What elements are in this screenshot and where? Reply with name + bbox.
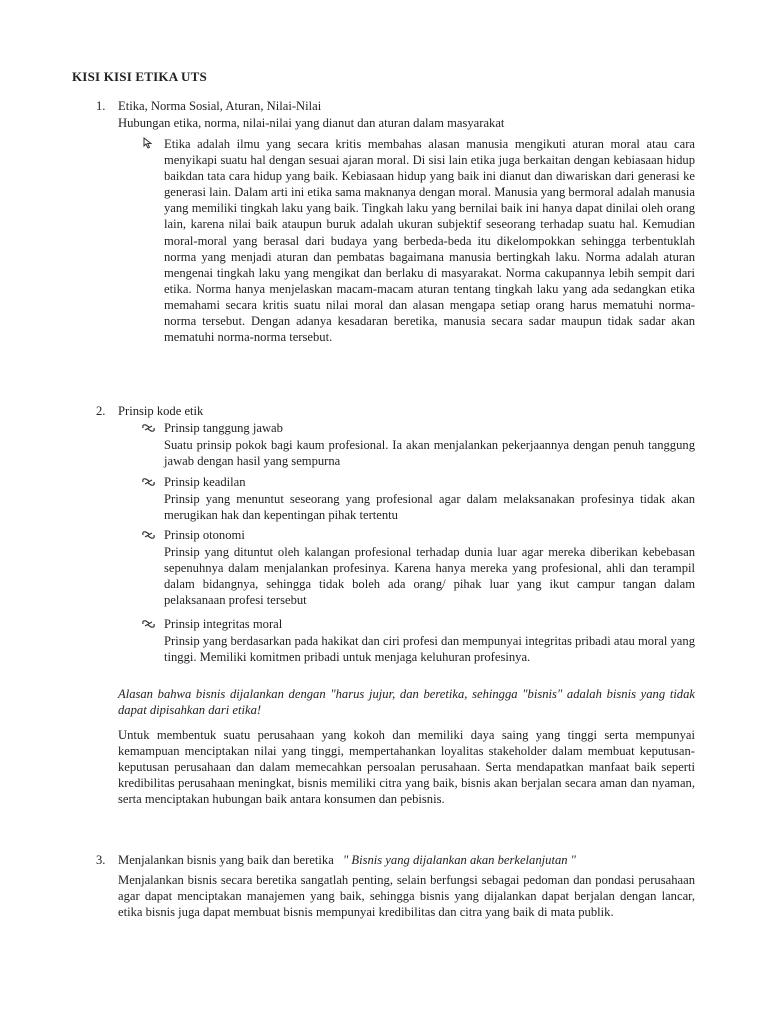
principle-1-label: Prinsip tanggung jawab <box>164 421 283 435</box>
section-3-paragraph: Menjalankan bisnis secara beretika sangatlah penting, selain berfungsi sebagai pedoman dan pondasi perusahaan agar dapat menciptakan manajemen yang baik, sehingga bisnis yang dijalankan dapat berjalan dengan lancar, etika bisnis juga dapat membuat bisnis mempunyai kredibilitas dan citra yang baik di mata publik. <box>118 873 695 920</box>
principle-3-label: Prinsip otonomi <box>164 528 245 542</box>
principle-2-text: Prinsip yang menuntut seseorang yang profesional agar dalam melaksanakan profesinya tidak akan merugikan hak dan kepentingan pihak tertentu <box>164 492 695 523</box>
principle-4-text: Prinsip yang berdasarkan pada hakikat dan ciri profesi dan mempunyai integritas pribadi atau moral yang tinggi. Memiliki komitmen pribadi untuk menjaga keluhuran profesinya. <box>164 634 695 665</box>
section-2-paragraph: Untuk membentuk suatu perusahaan yang kokoh dan memiliki daya saing yang tinggi serta mempunyai kemampuan menciptakan nilai yang tinggi, mempertahankan loyalitas stakeholder dalam membuat keputusan-keputusan perusahaan dan dalam memecahkan persoalan perusahaan. Serta mendapatkan manfaat baik seperti kredibilitas perusahaan meningkat, bisnis memiliki citra yang baik, bisnis akan berjalan secara aman dan nyaman, serta menciptakan hubungan baik antara konsumen dan pebisnis. <box>118 728 695 807</box>
link-bullet-icon <box>141 475 156 491</box>
principle-3-text: Prinsip yang dituntut oleh kalangan profesional terhadap dunia luar agar mereka diberikan kebebasan sepenuhnya dalam menjalankan profesinya. Karena hanya mereka yang profesional, ahli dan terampil dalam bidangnya, sehingga tidak boleh ada orang/ pihak luar yang ikut campur tangan dalam pelaksanaan profesi tersebut <box>164 545 695 608</box>
principle-2-label: Prinsip keadilan <box>164 475 246 489</box>
principle-1-text: Suatu prinsip pokok bagi kaum profesional. Ia akan menjalankan pekerjaannya dengan penuh tanggung jawab dengan hasil yang sempurna <box>164 438 695 469</box>
link-bullet-icon <box>141 617 156 633</box>
principle-4-label: Prinsip integritas moral <box>164 617 283 631</box>
section-3-heading: Menjalankan bisnis yang baik dan beretika <box>118 853 334 867</box>
section-1-subheading: Hubungan etika, norma, nilai-nilai yang dianut dan aturan dalam masyarakat <box>118 116 505 130</box>
section-2-number: 2. <box>96 404 106 418</box>
section-1-paragraph: Etika adalah ilmu yang secara kritis membahas alasan manusia mengikuti aturan moral atau cara menyikapi suatu hal dengan sesuai ajaran moral. Di sisi lain etika juga berkaitan dengan kebiasaan hidup baikdan tata cara hidup yang baik. Kebiasaan hidup yang baik ini dianut dan diwariskan dari generasi ke generasi lain. Dalam arti ini etika sama maknanya dengan moral. Manusia yang bermoral adalah manusia yang memiliki tingkah laku yang baik. Tingkah laku yang bernilai baik ini hanya dapat dinilai oleh orang lain, karena nilai baik ataupun buruk adalah ukuran subjektif seseorang terhadap suatu hal. Kemudian moral-moral yang berasal dari budaya yang berbeda-beda itu dikelompokkan sehingga terbentuklah norma yang menjadi aturan dan pembatas bagaimana manusia bertingkah laku. Norma adalah aturan mengenai tingkah laku yang mengikat dan berlaku di masyarakat. Norma cakupannya lebih sempit dari etika. Norma hanya menjelaskan macam-macam aturan tentang tingkah laku yang ada sedangkan etika memahami secara kritis suatu nilai moral dan alasan mengapa setiap orang harus mematuhi norma-norma tersebut. Dengan adanya kesadaran beretika, manusia secara sadar maupun tidak sadar akan mematuhi norma-norma tersebut. <box>164 137 695 345</box>
document-title: KISI KISI ETIKA UTS <box>72 69 207 84</box>
arrow-pointer-icon <box>143 137 155 153</box>
link-bullet-icon <box>141 421 156 437</box>
link-bullet-icon <box>141 528 156 544</box>
section-1-number: 1. <box>96 99 106 113</box>
section-2-italic-note: Alasan bahwa bisnis dijalankan dengan "harus jujur, dan beretika, sehingga "bisnis" adalah bisnis yang tidak dapat dipisahkan dari etika! <box>118 687 695 718</box>
section-3-number: 3. <box>96 853 106 867</box>
section-3-heading-italic: " Bisnis yang dijalankan akan berkelanjutan " <box>342 853 576 867</box>
section-1-heading: Etika, Norma Sosial, Aturan, Nilai-Nilai <box>118 99 322 113</box>
section-2-heading: Prinsip kode etik <box>118 404 204 418</box>
section-3-heading-line <box>118 852 576 868</box>
